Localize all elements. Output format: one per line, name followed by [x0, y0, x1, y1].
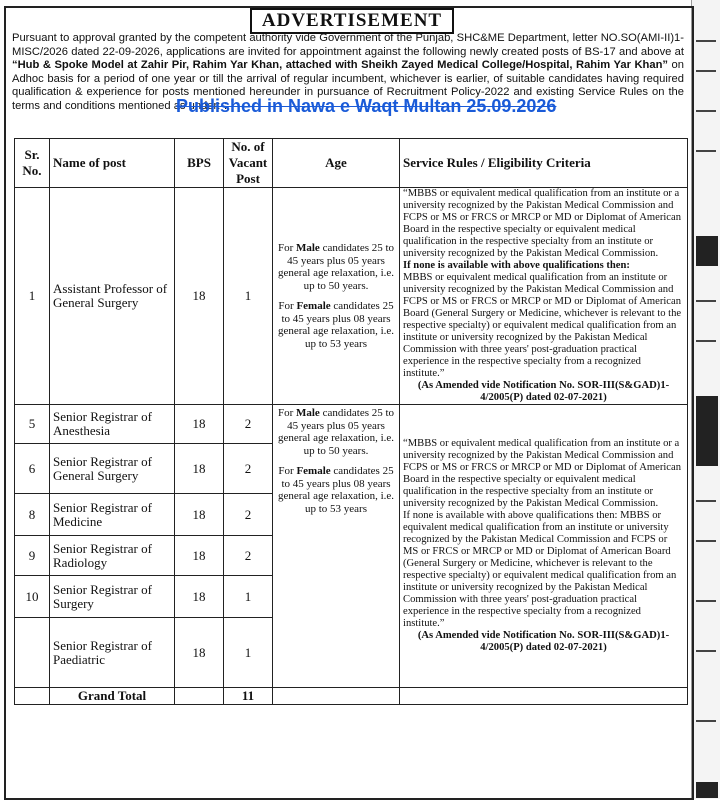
table-row: [15, 405, 688, 444]
row-post-name: Senior Registrar of Medicine: [50, 494, 175, 536]
header-bps: BPS: [175, 139, 224, 188]
header-sr: Sr. No.: [15, 139, 50, 188]
row-sr: 6: [15, 444, 50, 494]
row-sr: 9: [15, 536, 50, 576]
eligibility-criteria: [400, 188, 688, 405]
age-male-bold: Male: [295, 407, 320, 419]
row-post-name: Senior Registrar of Paediatric: [50, 618, 175, 688]
age-female-pre: For: [278, 300, 297, 312]
row-post-name: Assistant Professor of General Surgery: [50, 188, 175, 405]
intro-text-bold: “Hub & Spoke Model at Zahir Pir, Rahim Yar Khan, attached with Sheikh Zayed Medical College/Hospital, Rahim Yar Khan”: [12, 59, 669, 72]
table-header-row: [15, 139, 688, 188]
rules-para-2: If none is available with above qualifications then:: [403, 260, 630, 271]
row-post-name: Senior Registrar of Radiology: [50, 536, 175, 576]
row-bps: 18: [175, 536, 224, 576]
age-female: [276, 465, 396, 515]
row-sr: 10: [15, 576, 50, 618]
rules-para-3: MBBS or equivalent medical qualification from an institute or university recognized by the Pakistan Medical Commission and FCPS or MS or FRCS or MRCP or MD or Diplomat of American Board (General Surgery or Medicine, whichever is relevant to the respective specialty) or equivalent medical qualification from an institute or university recognized by the Pakistan Medical Commission with three years' post-graduation practical experience in the respective specialty from a recognized institute.”: [403, 272, 682, 379]
age-criteria: [273, 188, 400, 405]
row-vacant: 1: [224, 188, 273, 405]
rules-amendment: (As Amended vide Notification No. SOR-III(S&GAD)1-4/2005(P) dated 02-07-2021): [417, 630, 670, 653]
rules-para-1: “MBBS or equivalent medical qualification from an institute or a university recognized by the Pakistan Medical Commission and FCPS or MS or FRCS or MRCP or MD or Diplomat of American Board in the respective specialty or equivalent medical qualification in the respective specialty from an institute or university recognized by the Pakistan Medical Commission.: [403, 438, 682, 509]
age-male: [276, 407, 396, 457]
age-male-post: candidates 25 to 45 years plus 05 years general age relaxation, i.e. up to 50 years.: [277, 407, 395, 457]
total-blank: [273, 688, 400, 705]
row-sr: 5: [15, 405, 50, 444]
age-female-pre: For: [278, 465, 297, 477]
row-bps: 18: [175, 618, 224, 688]
age-female: [276, 300, 396, 350]
posts-table: [14, 138, 688, 705]
age-male-bold: Male: [295, 242, 320, 254]
intro-text-start: Pursuant to approval granted by the competent authority vide Government of the Punjab, SHC&ME Department, letter NO.SO(AMI-II)1-MISC/2026 dated 22-09-2026, applications are invited for appointment against the following newly created posts of BS-17 and above at: [12, 32, 684, 58]
rules-para-2: If none is available with above qualifications then: MBBS or equivalent medical qualification from an institute or university recognized by the Pakistan Medical Commission and FCPS or MS or FRCS or MRCP or MD or Diplomat of American Board (General Surgery or Medicine, whichever is relevant to the respective specialty) or equivalent medical qualification from an institute or university recognized by the Pakistan Medical Commission with three years' post-graduation practical experience in the respective specialty from a recognized institute.”: [403, 510, 677, 629]
header-rules: Service Rules / Eligibility Criteria: [400, 139, 688, 188]
age-male-pre: For: [277, 407, 296, 419]
age-male-post: candidates 25 to 45 years plus 05 years general age relaxation, i.e. up to 50 years.: [277, 242, 395, 292]
rules-amendment: (As Amended vide Notification No. SOR-III(S&GAD)1-4/2005(P) dated 02-07-2021): [417, 380, 670, 403]
publication-stamp: Published in Nawa e Waqt Multan 25.09.2026: [176, 96, 557, 116]
row-vacant: 2: [224, 536, 273, 576]
header-name: Name of post: [50, 139, 175, 188]
grand-total-value: 11: [224, 688, 273, 705]
row-sr: [15, 618, 50, 688]
row-vacant: 1: [224, 576, 273, 618]
header-vacant: No. of Vacant Post: [224, 139, 273, 188]
age-female-post: candidates 25 to 45 years plus 08 years general age relaxation, i.e. up to 53 years: [277, 300, 395, 350]
row-vacant: 2: [224, 405, 273, 444]
rules-para-1: “MBBS or equivalent medical qualification from an institute or a university recognized by the Pakistan Medical Commission and FCPS or MS or FRCS or MRCP or MD or Diplomat of American Board in the respective specialty or equivalent medical qualification in the respective specialty from an institute or university recognized by the Pakistan Medical Commission.: [403, 188, 682, 259]
row-vacant: 2: [224, 494, 273, 536]
row-post-name: Senior Registrar of Anesthesia: [50, 405, 175, 444]
age-male: [276, 242, 396, 292]
age-male-pre: For: [277, 242, 296, 254]
row-vacant: 1: [224, 618, 273, 688]
eligibility-criteria: [400, 405, 688, 688]
header-age: Age: [273, 139, 400, 188]
adjacent-newspaper-column: [691, 0, 720, 799]
row-post-name: Senior Registrar of General Surgery: [50, 444, 175, 494]
age-criteria: [273, 405, 400, 688]
age-female-bold: Female: [296, 465, 331, 477]
row-bps: 18: [175, 444, 224, 494]
row-bps: 18: [175, 405, 224, 444]
grand-total-label: Grand Total: [50, 688, 175, 705]
row-sr: 1: [15, 188, 50, 405]
intro-text-end: on Adhoc basis for a period of one year or till the arrival of regular incumbent, whichever is earlier, of suitable candidates having required qualification & experience for posts mentioned hereunder in pursuance of Recruitment Policy-2022 and existing Service Rules on the terms and conditions mentioned as under:-:: [12, 59, 684, 112]
age-female-post: candidates 25 to 45 years plus 08 years general age relaxation, i.e. up to 53 years: [277, 465, 395, 515]
row-post-name: Senior Registrar of Surgery: [50, 576, 175, 618]
total-blank: [15, 688, 50, 705]
table-row: [15, 188, 688, 405]
row-bps: 18: [175, 576, 224, 618]
row-sr: 8: [15, 494, 50, 536]
age-female-bold: Female: [296, 300, 331, 312]
grand-total-row: [15, 688, 688, 705]
total-blank: [175, 688, 224, 705]
advertisement-title: ADVERTISEMENT: [250, 8, 454, 34]
row-bps: 18: [175, 188, 224, 405]
row-vacant: 2: [224, 444, 273, 494]
row-bps: 18: [175, 494, 224, 536]
total-blank: [400, 688, 688, 705]
